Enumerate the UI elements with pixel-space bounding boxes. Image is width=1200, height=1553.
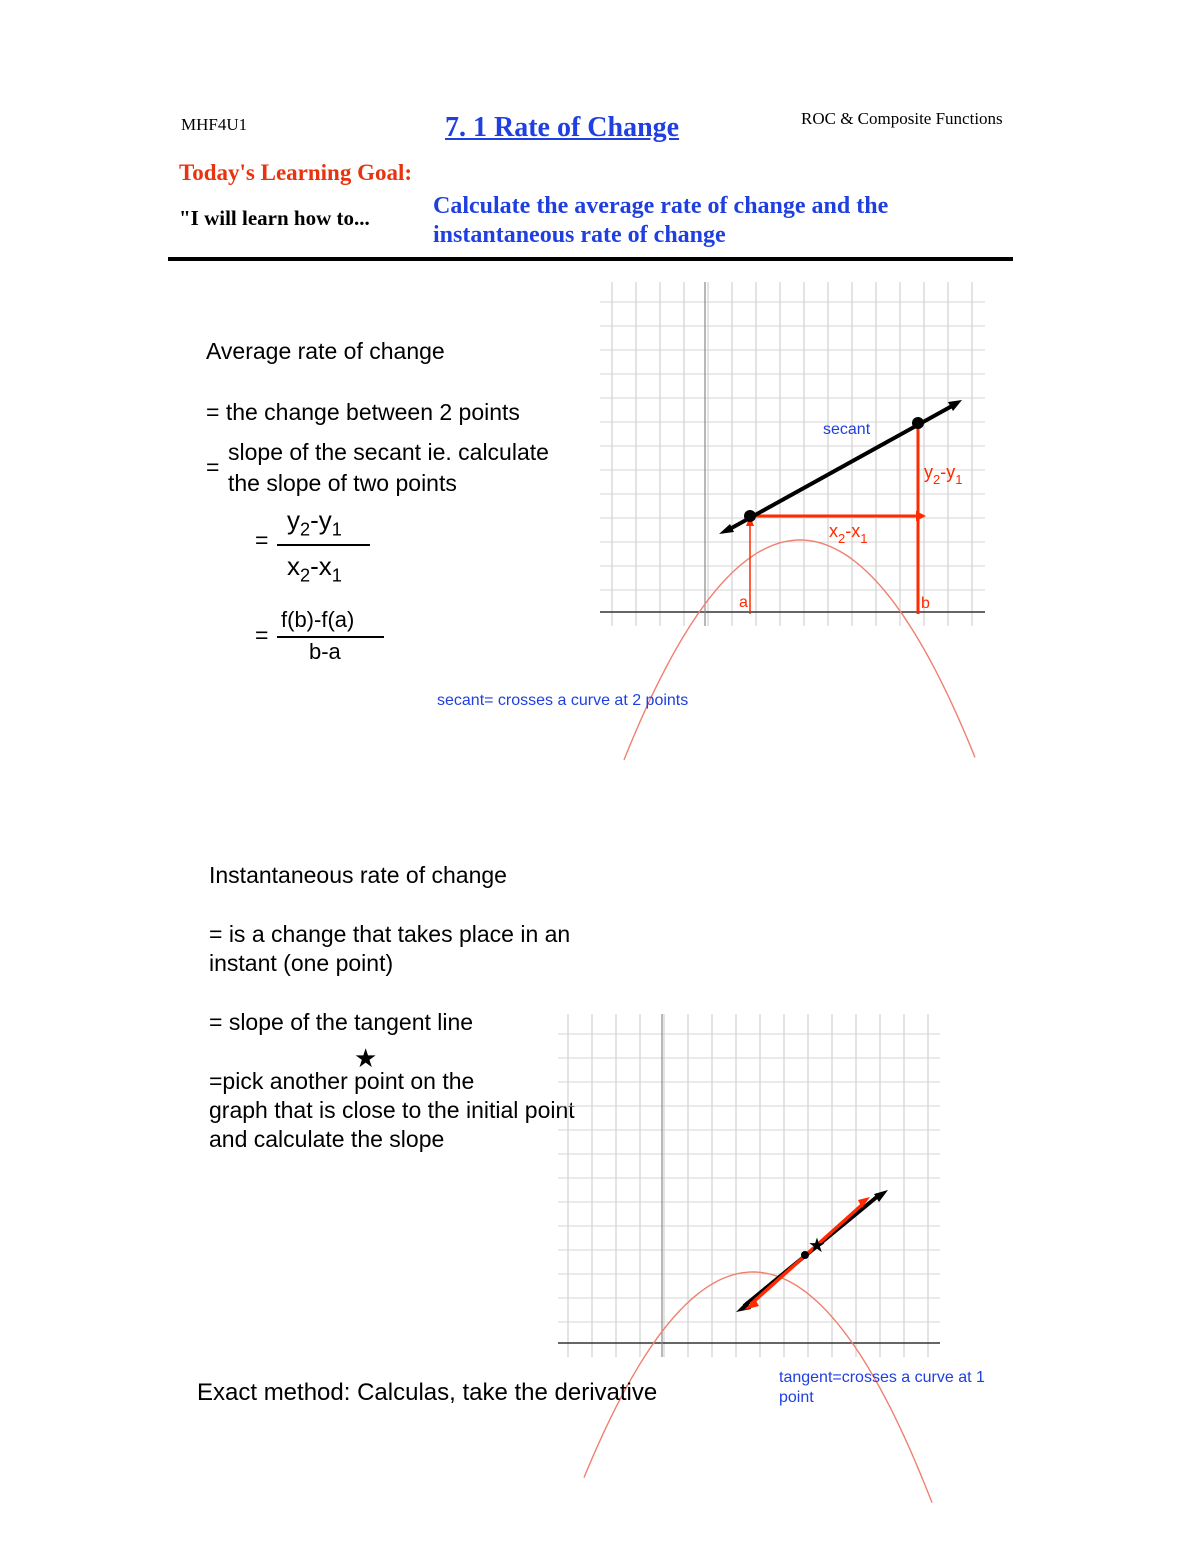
tangent-definition-note: tangent=crosses a curve at 1 point [779, 1369, 985, 1406]
run-label: $x_2-x_1$ [829, 521, 868, 546]
star-icon: ★ [354, 1044, 378, 1073]
fraction-denominator: b-a [309, 639, 341, 664]
secant-arrow-right-icon [948, 400, 962, 411]
secant-label: secant [823, 421, 871, 438]
average-definition-secant-line2: the slope of two points [228, 470, 457, 496]
learning-goal-text: Calculate the average rate of change and the instantaneous rate of change [433, 193, 889, 248]
rise-label: $y_2-y_1$ [924, 462, 963, 487]
tangent-arrow-right-icon [874, 1190, 888, 1202]
instantaneous-method-line2: graph that is close to the initial point [209, 1097, 575, 1123]
header-divider [168, 257, 1013, 261]
fraction-equals: = [255, 622, 269, 648]
instantaneous-definition-line2: instant (one point) [209, 950, 394, 976]
average-definition-equals: = [206, 454, 220, 480]
average-rate-heading: Average rate of change [206, 338, 445, 364]
point-b [912, 417, 924, 429]
course-code: MHF4U1 [181, 115, 248, 134]
fraction-denominator: $x_2-x_1$ [287, 551, 342, 586]
b-label: b [921, 595, 930, 612]
star-marker-icon: ★ [808, 1233, 826, 1257]
average-definition-secant-line1: slope of the secant ie. calculate [228, 439, 549, 465]
instantaneous-definition-tangent: = slope of the tangent line [209, 1009, 474, 1035]
slope-fraction-y-over-x [255, 505, 385, 585]
secant-graph [600, 282, 1000, 632]
point-a [744, 510, 756, 522]
instantaneous-definition-line1: = is a change that takes place in an [209, 921, 571, 947]
instantaneous-method-line3: and calculate the slope [209, 1126, 445, 1152]
fraction-bar [277, 544, 370, 546]
average-definition-change: = the change between 2 points [206, 399, 520, 425]
fraction-numerator: $y_2-y_1$ [287, 505, 342, 540]
unit-name: ROC & Composite Functions [801, 109, 1003, 128]
slope-fraction-function [255, 607, 390, 669]
exact-method-text: Exact method: Calculas, take the derivative [197, 1379, 658, 1406]
a-label: a [739, 594, 748, 611]
learning-goal-label: Today's Learning Goal: [179, 160, 413, 185]
page-title: 7. 1 Rate of Change [445, 112, 680, 143]
fraction-numerator: f(b)-f(a) [281, 607, 355, 632]
instantaneous-rate-heading: Instantaneous rate of change [209, 862, 507, 888]
grid [600, 282, 985, 626]
learning-goal-lead: "I will learn how to... [179, 206, 370, 230]
secant-definition-note: secant= crosses a curve at 2 points [437, 692, 689, 709]
tangent-graph [558, 1014, 948, 1364]
instantaneous-method-line1: =pick another point on the [209, 1068, 475, 1094]
parabola-curve [624, 540, 975, 760]
fraction-bar [277, 636, 384, 638]
fraction-equals: = [255, 527, 269, 553]
